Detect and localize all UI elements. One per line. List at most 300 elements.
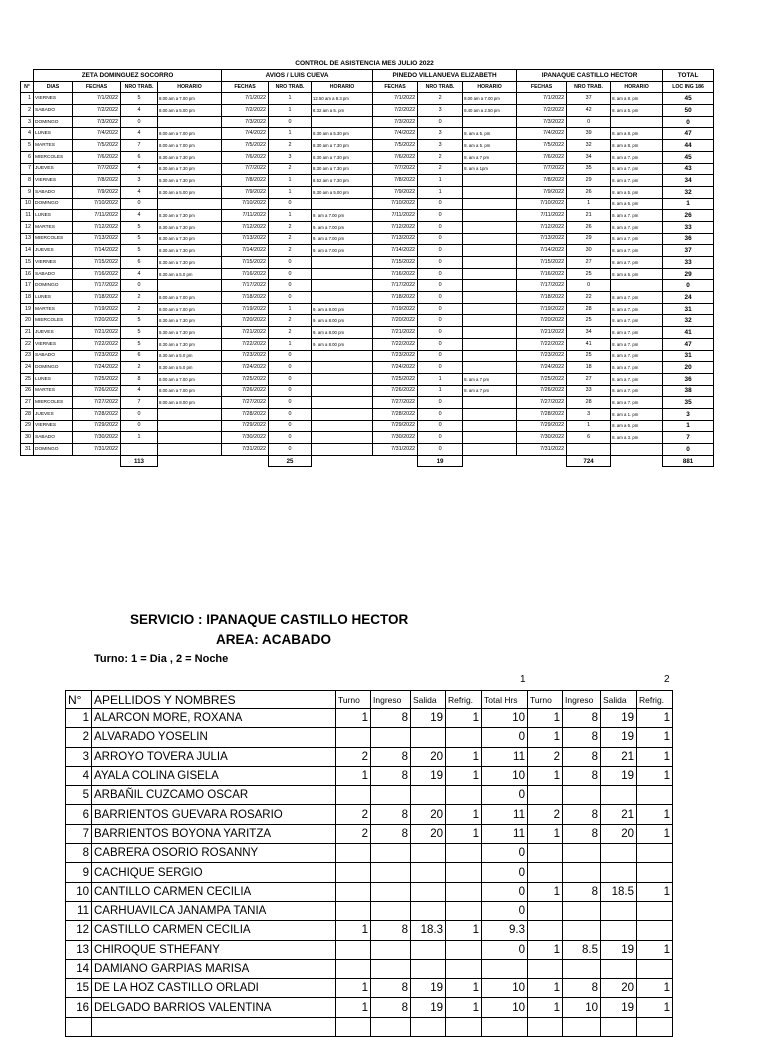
attendance-cell: 8.30 am a 7.30 pm [312,151,373,163]
total-cell: 25 [269,455,312,467]
attendance-cell: 7/12/2022 [517,221,567,233]
employee-name: CHIROQUE STHEFANY [92,940,336,959]
service-cell [563,863,601,882]
service-cell [637,786,673,805]
attendance-cell: 8.30 am a 5.30 pm [312,128,373,140]
attendance-cell: 0 [567,280,611,292]
attendance-row [21,350,714,362]
service-cell: 16 [66,998,92,1017]
attendance-cell: 27 [21,397,34,409]
attendance-row [21,315,714,327]
attendance-cell: 7/12/2022 [73,221,121,233]
attendance-cell: 28 [21,408,34,420]
service-cell [411,901,446,920]
attendance-cell: 8.00 am a 7.00 pm [158,292,222,304]
attendance-cell: 7/1/2022 [373,93,418,105]
service-cell: 8 [563,766,601,785]
attendance-cell: 1 [269,303,312,315]
attendance-cell: 7/3/2022 [222,116,269,128]
attendance-cell: 7/20/2022 [517,315,567,327]
service-cell: 1 [66,709,92,728]
attendance-cell: 7/2/2022 [517,105,567,117]
attendance-cell [312,373,373,385]
service-cell: 1 [528,979,563,998]
attendance-cell: 7/13/2022 [517,233,567,245]
attendance-cell: 5 [121,338,158,350]
service-cell: 7 [66,824,92,843]
attendance-cell [463,233,517,245]
attendance-cell [463,408,517,420]
service-cell [446,786,482,805]
attendance-cell [158,116,222,128]
service-cell [336,786,371,805]
service-cell [336,959,371,978]
attendance-cell: 7/17/2022 [73,280,121,292]
attendance-cell [463,303,517,315]
employee-name: CANTILLO CARMEN CECILIA [92,882,336,901]
employee-name: DELGADO BARRIOS VALENTINA [92,998,336,1017]
attendance-row [21,257,714,269]
service-cell: 2 [66,728,92,747]
attendance-cell: 7/4/2022 [373,128,418,140]
attendance-row [21,385,714,397]
attendance-cell: 7/18/2022 [222,292,269,304]
attendance-cell: 10 [21,198,34,210]
attendance-cell: 7/22/2022 [373,338,418,350]
attendance-cell: 7/15/2022 [222,257,269,269]
attendance-cell: 7/6/2022 [517,151,567,163]
attendance-row [21,186,714,198]
attendance-cell: 7/5/2022 [73,140,121,152]
attendance-cell: 8.00 am a 7.00 pm [158,385,222,397]
attendance-cell: 0 [269,268,312,280]
attendance-cell: 8. am a 7. pm [611,350,663,362]
attendance-cell: 7/29/2022 [73,420,121,432]
attendance-cell: 7/16/2022 [222,268,269,280]
attendance-cell: DOMINGO [34,198,73,210]
attendance-cell: 7/30/2022 [73,432,121,444]
attendance-row [21,280,714,292]
service-cell: 2 [336,824,371,843]
attendance-cell: 7/27/2022 [73,397,121,409]
service-cell: 11 [482,747,528,766]
attendance-cell: 24 [21,362,34,374]
attendance-row [21,373,714,385]
service-cell [446,901,482,920]
service-cell [446,882,482,901]
employee-name: BARRIENTOS GUEVARA ROSARIO [92,805,336,824]
service-cell [411,940,446,959]
attendance-column-header [21,81,714,93]
service-cell: 0 [482,728,528,747]
attendance-cell: 7/3/2022 [373,116,418,128]
attendance-row [21,233,714,245]
employee-name: ALVARADO YOSELIN [92,728,336,747]
attendance-cell: 7/17/2022 [222,280,269,292]
attendance-cell: 7/18/2022 [517,292,567,304]
attendance-cell [312,198,373,210]
attendance-cell: 0 [269,432,312,444]
attendance-cell: 8.30 am a 7.30 pm [158,338,222,350]
attendance-cell: 7/5/2022 [373,140,418,152]
service-cell: 2 [336,805,371,824]
service-row [66,805,673,824]
attendance-cell: 32 [663,186,714,198]
attendance-cell: 4 [121,210,158,222]
service-header-row [66,691,673,709]
attendance-cell: 7/25/2022 [222,373,269,385]
attendance-cell: 7/19/2022 [517,303,567,315]
group-header: AVIOS / LUIS CUEVA [222,70,373,82]
column-header: NRO TRAB. [121,81,158,93]
service-cell: 1 [637,805,673,824]
attendance-cell: 3 [269,151,312,163]
service-cell [411,786,446,805]
attendance-cell: 2 [121,362,158,374]
service-cell: 2 [528,805,563,824]
attendance-cell: 30 [567,245,611,257]
attendance-cell: 8. am a 7. pm [611,175,663,187]
attendance-cell: 18 [21,292,34,304]
service-cell [601,901,637,920]
attendance-cell: 7/18/2022 [373,292,418,304]
attendance-cell: 8.40 am a 2.50 pm [463,105,517,117]
attendance-cell: 17 [21,280,34,292]
attendance-cell: 7/11/2022 [222,210,269,222]
attendance-cell: 7/8/2022 [222,175,269,187]
attendance-cell: 4 [121,385,158,397]
attendance-cell: 0 [121,116,158,128]
attendance-cell: 37 [567,93,611,105]
attendance-cell: 0 [418,257,463,269]
service-cell [637,921,673,940]
attendance-cell: 7 [121,140,158,152]
attendance-cell: 8. am a 3. pm [611,432,663,444]
service-cell [446,959,482,978]
attendance-cell [158,444,222,456]
attendance-cell: 7/18/2022 [73,292,121,304]
service-row [66,786,673,805]
service-cell: 1 [637,824,673,843]
attendance-cell: 8.30 am a 5.0 pm [158,362,222,374]
service-area: AREA: ACABADO [216,632,331,647]
attendance-cell [158,408,222,420]
service-cell [601,844,637,863]
attendance-cell: 9 [21,186,34,198]
attendance-cell: 4 [121,128,158,140]
column-header: HORARIO [312,81,373,93]
attendance-cell: 7/9/2022 [373,186,418,198]
attendance-cell: 0 [121,420,158,432]
employee-name: ALARCON MORE, ROXANA [92,709,336,728]
attendance-cell [463,175,517,187]
attendance-cell: 1 [567,420,611,432]
attendance-cell [463,221,517,233]
attendance-cell: 14 [21,245,34,257]
attendance-cell: 1 [269,128,312,140]
service-cell [482,1017,528,1036]
attendance-cell: LUNES [34,210,73,222]
service-cell: 14 [66,959,92,978]
attendance-row [21,175,714,187]
attendance-body [21,93,714,455]
attendance-cell [463,268,517,280]
service-cell [371,940,411,959]
service-cell: 0 [482,940,528,959]
service-cell: 8 [563,709,601,728]
employee-name [92,1017,336,1036]
service-cell: 20 [411,747,446,766]
service-cell: 12 [66,921,92,940]
employee-name: CABRERA OSORIO ROSANNY [92,844,336,863]
service-row [66,959,673,978]
attendance-cell: 7/27/2022 [373,397,418,409]
attendance-cell: 8. am a 7 pm [463,151,517,163]
service-cell [601,863,637,882]
attendance-cell: 7/4/2022 [73,128,121,140]
attendance-cell: 47 [663,128,714,140]
attendance-cell: 7/12/2022 [373,221,418,233]
attendance-cell: 8.00 am a 7.00 pm [158,303,222,315]
attendance-totals-row [21,455,714,467]
service-cell: 1 [637,998,673,1017]
attendance-cell: 8.00 am a 7.00 pm [463,93,517,105]
attendance-cell: 5 [121,233,158,245]
attendance-cell: 36 [663,233,714,245]
attendance-row [21,420,714,432]
attendance-cell [567,444,611,456]
attendance-cell: 7/14/2022 [373,245,418,257]
service-cell: 8 [563,805,601,824]
attendance-cell: 8. am a 5. pm [611,198,663,210]
attendance-cell: 25 [567,315,611,327]
service-cell [637,863,673,882]
group-header: TOTAL [663,70,714,82]
service-cell [411,863,446,882]
attendance-row [21,432,714,444]
total-cell: 113 [121,455,158,467]
attendance-cell [463,432,517,444]
attendance-cell: SABADO [34,432,73,444]
attendance-cell: 0 [418,315,463,327]
attendance-cell: 0 [269,198,312,210]
attendance-cell: 5 [121,315,158,327]
service-cell [446,1017,482,1036]
attendance-cell: 8.30 am a 7.30 pm [312,140,373,152]
attendance-row [21,151,714,163]
attendance-cell: 1 [269,105,312,117]
service-column-header: Refrig. [637,691,673,709]
attendance-cell: 7/9/2022 [73,186,121,198]
service-cell [371,882,411,901]
service-cell [563,844,601,863]
service-cell: 8 [563,824,601,843]
service-cell: 19 [411,709,446,728]
attendance-cell: 7/31/2022 [373,444,418,456]
attendance-cell: 29 [567,233,611,245]
service-cell: 11 [482,824,528,843]
attendance-cell: 0 [269,444,312,456]
attendance-cell [312,268,373,280]
service-column-header: Turno [528,691,563,709]
attendance-cell: 7/24/2022 [222,362,269,374]
service-cell [336,901,371,920]
attendance-row [21,128,714,140]
column-header: NRO TRAB. [269,81,312,93]
attendance-cell [121,444,158,456]
attendance-cell: VIERNES [34,338,73,350]
attendance-cell: 3 [418,105,463,117]
service-cell [446,940,482,959]
attendance-cell [611,280,663,292]
attendance-cell: DOMINGO [34,444,73,456]
column-header: DIAS [34,81,73,93]
attendance-cell: 8. am a 7 pm [463,385,517,397]
attendance-cell: 7 [21,163,34,175]
attendance-cell: 12.50 am a 8.3 pm [312,93,373,105]
attendance-cell: 0 [121,408,158,420]
column-header: NRO TRAB. [567,81,611,93]
service-row [66,921,673,940]
employee-name: CACHIQUE SERGIO [92,863,336,882]
attendance-cell [463,362,517,374]
service-cell: 8 [371,921,411,940]
attendance-cell: 7/10/2022 [517,198,567,210]
attendance-row [21,408,714,420]
attendance-cell: 6 [567,432,611,444]
service-cell: 21 [601,805,637,824]
attendance-cell: 7/15/2022 [373,257,418,269]
service-cell: 0 [482,882,528,901]
attendance-cell: 31 [663,350,714,362]
attendance-cell: 7/10/2022 [73,198,121,210]
attendance-cell: 1 [418,373,463,385]
attendance-cell: 7/23/2022 [373,350,418,362]
service-cell: 1 [528,940,563,959]
attendance-cell: 8.30 am a 7.30 pm [158,221,222,233]
attendance-cell: 0 [269,420,312,432]
attendance-cell: 1 [567,198,611,210]
service-cell: 1 [637,882,673,901]
attendance-cell: 7/20/2022 [373,315,418,327]
attendance-cell: 7/28/2022 [222,408,269,420]
attendance-cell: 7/25/2022 [73,373,121,385]
attendance-cell: 7/17/2022 [517,280,567,292]
service-title: SERVICIO : IPANAQUE CASTILLO HECTOR [130,612,409,627]
attendance-cell: 8. am a 7. pm [611,373,663,385]
service-cell [601,786,637,805]
attendance-cell: 28 [567,397,611,409]
service-body [66,709,673,1037]
service-cell [371,901,411,920]
service-cell: 10 [482,766,528,785]
attendance-cell: LUNES [34,128,73,140]
attendance-cell: 20 [663,362,714,374]
service-cell: 1 [446,747,482,766]
column-header: FECHAS [73,81,121,93]
attendance-cell: 15 [21,257,34,269]
attendance-cell: DOMINGO [34,362,73,374]
attendance-cell: 8. am a 1. pm [611,408,663,420]
attendance-cell: 34 [663,175,714,187]
attendance-cell: 2 [269,233,312,245]
service-cell: 15 [66,979,92,998]
attendance-cell: 8. am a 5. pm [611,268,663,280]
service-cell: 5 [66,786,92,805]
attendance-cell: 7/31/2022 [73,444,121,456]
attendance-cell: 7 [663,432,714,444]
attendance-cell: 7/27/2022 [222,397,269,409]
service-cell: 1 [528,882,563,901]
service-cell [411,882,446,901]
attendance-cell: SABADO [34,268,73,280]
service-cell [563,1017,601,1036]
service-cell: 8 [563,747,601,766]
service-cell [563,786,601,805]
attendance-cell: 8. am a 7. pm [611,221,663,233]
service-cell: 1 [336,921,371,940]
attendance-cell: 7/25/2022 [517,373,567,385]
attendance-cell: 8. am a 7. pm [611,163,663,175]
attendance-cell: MIERCOLES [34,397,73,409]
attendance-cell: 7/6/2022 [73,151,121,163]
service-cell [637,959,673,978]
employee-name: DE LA HOZ CASTILLO ORLADI [92,979,336,998]
attendance-cell [463,186,517,198]
attendance-cell: 8. am a 5. pm [611,105,663,117]
attendance-cell: MIERCOLES [34,233,73,245]
attendance-cell: 7/8/2022 [373,175,418,187]
service-cell [601,1017,637,1036]
attendance-cell: JUEVES [34,163,73,175]
service-cell: 8 [371,766,411,785]
attendance-cell: 1 [663,198,714,210]
service-cell: 19 [601,940,637,959]
attendance-cell: 8.30 am a 7.30 pm [312,163,373,175]
attendance-cell: 21 [21,327,34,339]
column-header: LOC ING 186 [663,81,714,93]
service-cell [637,844,673,863]
attendance-cell: 7/29/2022 [222,420,269,432]
column-header: NRO TRAB. [418,81,463,93]
attendance-row [21,362,714,374]
service-cell: 8.5 [563,940,601,959]
attendance-title: CONTROL DE ASISTENCIA MES JULIO 2022 [295,60,434,67]
attendance-cell: 7/1/2022 [73,93,121,105]
employee-name: AYALA COLINA GISELA [92,766,336,785]
attendance-cell: 44 [663,140,714,152]
service-cell: 1 [637,766,673,785]
day-group-label: 2 [664,674,670,685]
service-cell: 0 [482,863,528,882]
service-cell: 1 [446,998,482,1017]
attendance-cell: 8 [21,175,34,187]
service-cell: 1 [446,709,482,728]
service-cell [528,921,563,940]
attendance-cell: 8. am a 8. pm [611,140,663,152]
attendance-cell: 8. am a 7. pm [611,245,663,257]
attendance-cell: 7/21/2022 [373,327,418,339]
attendance-cell: 0 [418,444,463,456]
turno-note: Turno: 1 = Dia , 2 = Noche [94,653,229,665]
attendance-row [21,397,714,409]
employee-name: BARRIENTOS BOYONA YARITZA [92,824,336,843]
service-cell: 1 [637,940,673,959]
attendance-cell: 7/23/2022 [222,350,269,362]
attendance-cell: 29 [567,175,611,187]
attendance-cell: 7/16/2022 [517,268,567,280]
service-column-header: APELLIDOS Y NOMBRES [92,691,336,709]
